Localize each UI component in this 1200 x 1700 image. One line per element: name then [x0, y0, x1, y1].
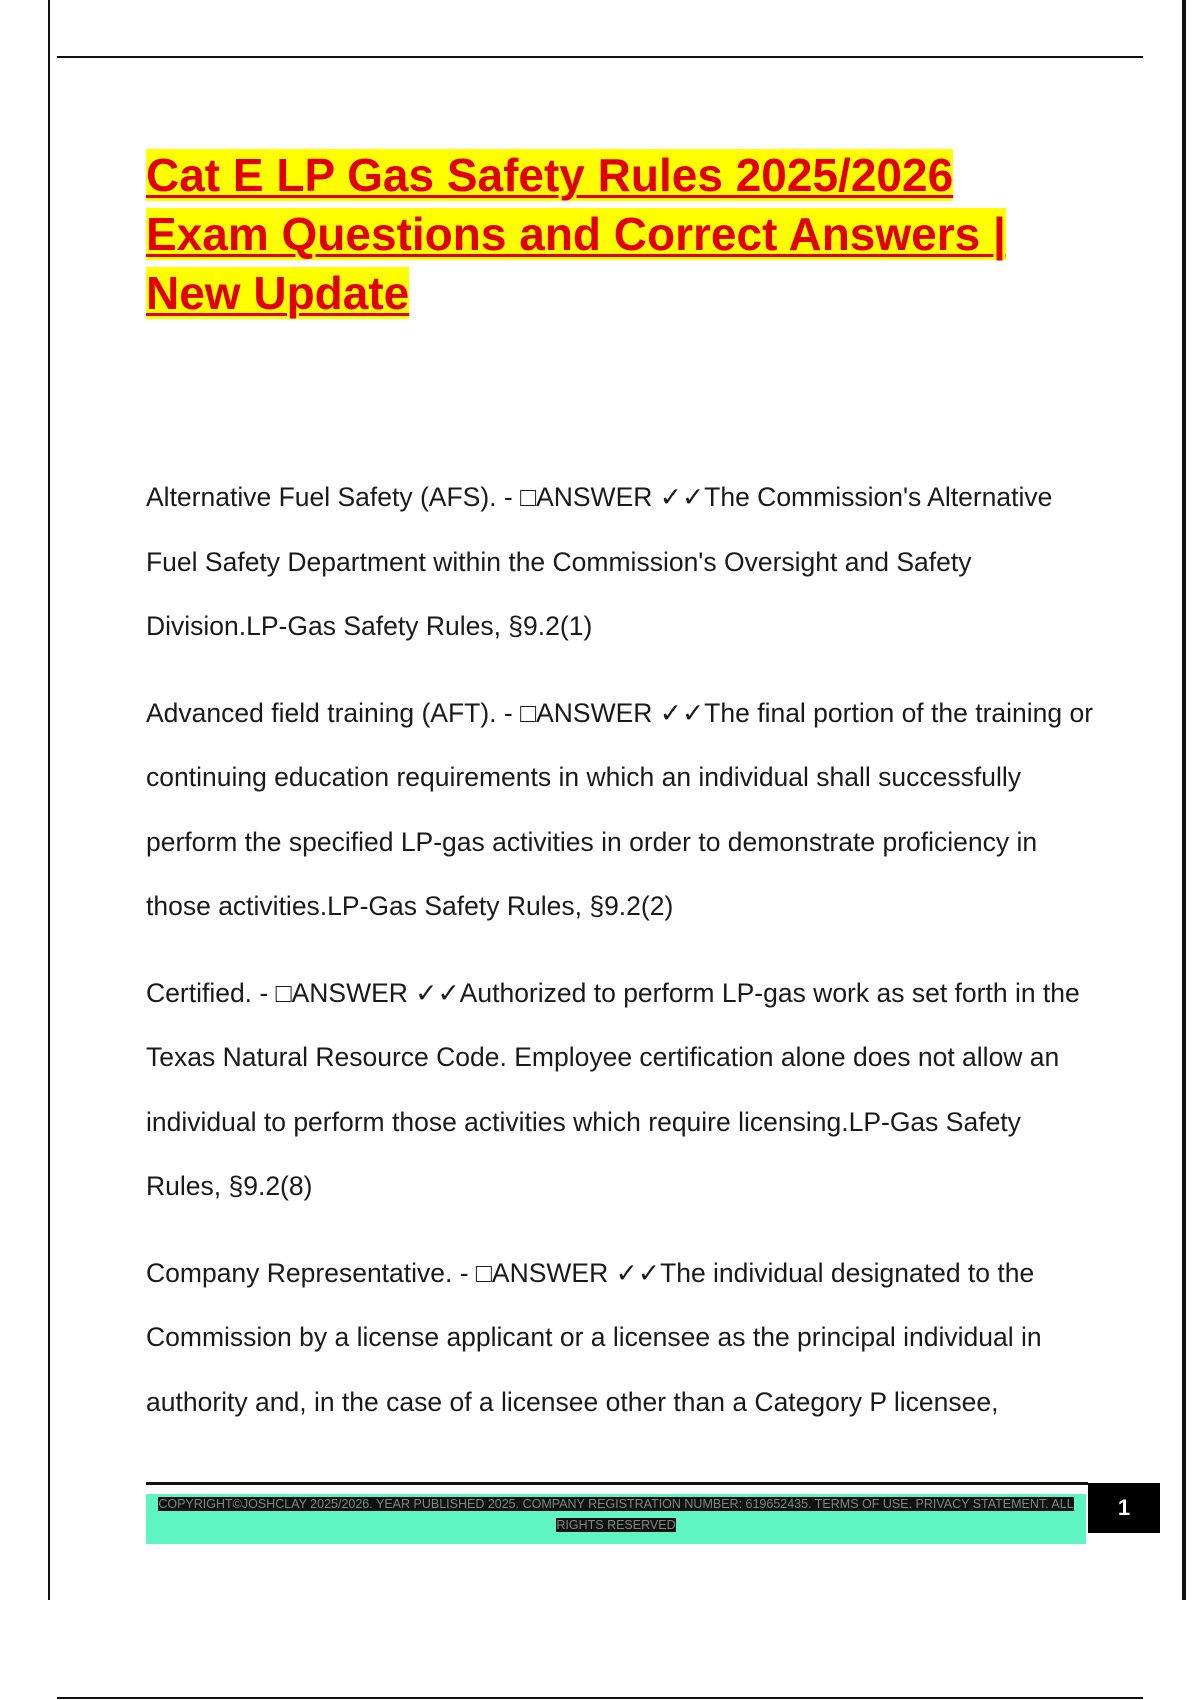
document-title-text: Cat E LP Gas Safety Rules 2025/2026 Exam Questions and Correct Answers | New Update — [146, 149, 1006, 319]
qa-entry: Company Representative. - □ANSWER ✓✓The individual designated to the Commission by a license applicant or a licensee as the principal individual in authority and, in the case of a licensee other than a Category P licensee, — [146, 1257, 1042, 1417]
page-border-left — [48, 0, 50, 1600]
next-page-rule — [57, 1697, 1143, 1699]
qa-list — [146, 465, 1096, 1456]
footer-copyright-band — [146, 1494, 1086, 1544]
qa-entry: Certified. - □ANSWER ✓✓Authorized to perform LP-gas work as set forth in the Texas Natural Resource Code. Employee certification alone does not allow an individual to perform those activities which require licensing.LP-Gas Safety Rules, §9.2(8) — [146, 977, 1080, 1201]
page-border-right — [1182, 0, 1186, 1600]
qa-entry: Alternative Fuel Safety (AFS). - □ANSWER ✓✓The Commission's Alternative Fuel Safety Department within the Commission's Oversight and Safety Division.LP-Gas Safety Rules, §9.2(1) — [146, 482, 1053, 641]
page-number: 1 — [1088, 1483, 1160, 1533]
qa-entry: Advanced field training (AFT). - □ANSWER ✓✓The final portion of the training or continuing education requirements in which an individual shall successfully perform the specified LP-gas activities in order to demonstrate proficiency in those activities.LP-Gas Safety Rules, §9.2(2) — [146, 697, 1094, 921]
header-rule — [57, 56, 1143, 58]
footer-copyright-text: COPYRIGHT©JOSHCLAY 2025/2026. YEAR PUBLISHED 2025. COMPANY REGISTRATION NUMBER: 619652435. TERMS OF USE. PRIVACY STATEMENT. ALL RIGHTS RESERVED — [158, 1497, 1074, 1532]
document-title — [146, 146, 1076, 323]
footer-rule — [146, 1482, 1088, 1485]
